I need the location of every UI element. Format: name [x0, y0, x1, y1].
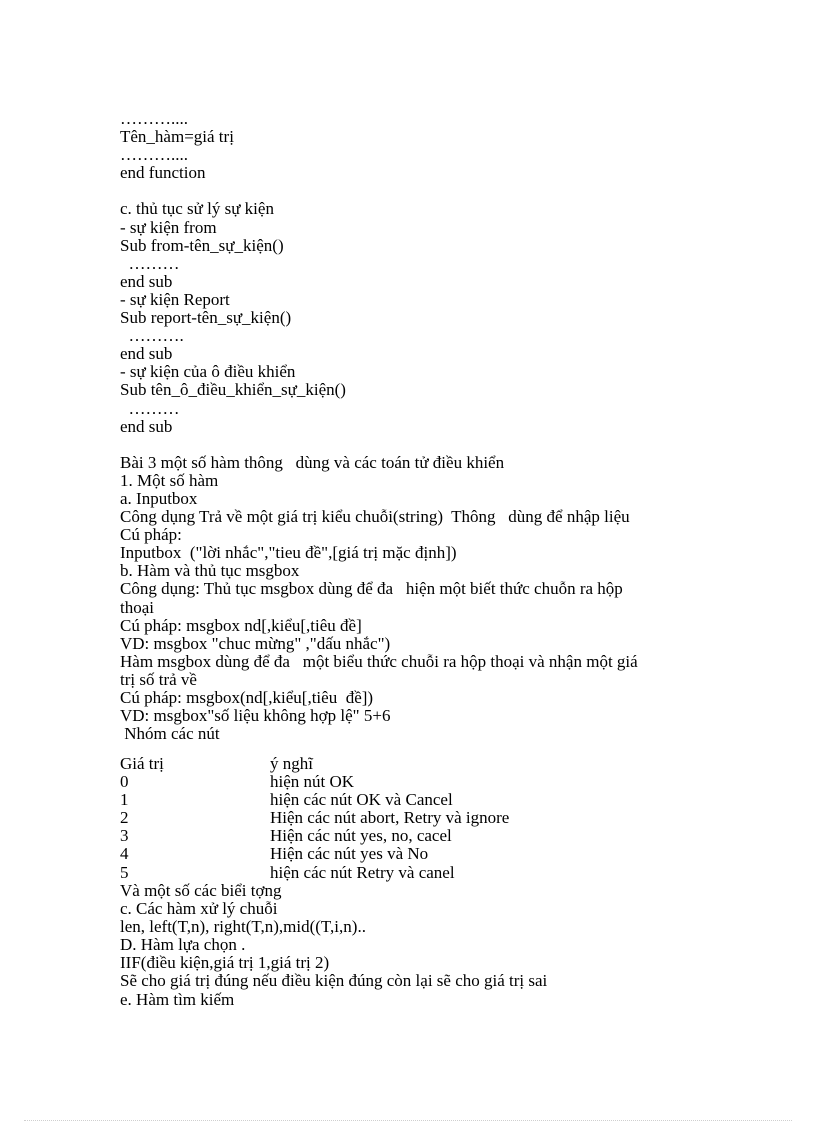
text-line: c. thủ tục sử lý sự kiện — [120, 199, 274, 219]
text-line: D. Hàm lựa chọn . — [120, 935, 246, 955]
text-line: Inputbox ("lời nhắc","tieu đề",[giá trị mặc định]) — [120, 543, 457, 563]
text-line: ………. — [120, 326, 184, 346]
table-row — [120, 864, 720, 882]
text-line: Hàm msgbox dùng để đa một biểu thức chuỗi ra hộp thoại và nhận một giá — [120, 651, 638, 671]
cell-meaning: Hiện các nút yes, no, cacel — [270, 826, 452, 846]
table-row — [120, 809, 720, 827]
text-line: trị số trả về — [120, 669, 197, 689]
cell-value: 1 — [120, 790, 129, 810]
cell-value: 3 — [120, 826, 129, 846]
text-line: a. Inputbox — [120, 488, 198, 508]
header-meaning: ý nghĩ — [270, 754, 313, 773]
text-line: Sub from-tên_sự_kiện() — [120, 235, 284, 255]
text-line: IIF(điều kiện,giá trị 1,giá trị 2) — [120, 953, 330, 973]
text-line: Tên_hàm=giá trị — [120, 127, 234, 147]
text-line: ……… — [120, 253, 180, 273]
cell-meaning: hiện các nút OK và Cancel — [270, 790, 453, 810]
table-header — [120, 755, 720, 773]
text-line: b. Hàm và thủ tục msgbox — [120, 561, 300, 581]
text-line: e. Hàm tìm kiếm — [120, 989, 235, 1009]
text-line: Công dụng Trả về một giá trị kiểu chuỗi(string) Thông dùng để nhập liệu — [120, 507, 630, 527]
cell-meaning: Hiện các nút yes và No — [270, 844, 429, 864]
text-line: Sub report-tên_sự_kiện() — [120, 308, 292, 328]
text-line: end sub — [120, 416, 173, 436]
text-block-string-functions — [120, 882, 720, 1009]
table-row — [120, 791, 720, 809]
text-line: Cú pháp: — [120, 525, 182, 545]
page-bottom-divider — [24, 1120, 792, 1121]
button-group-table — [120, 755, 720, 882]
text-line: Cú pháp: msgbox(nd[,kiểu[,tiêu đề]) — [120, 688, 374, 707]
cell-meaning: hiện nút OK — [270, 772, 355, 792]
text-line: Bài 3 một số hàm thông dùng và các toán tử điều khiển — [120, 452, 505, 472]
text-line: ……….... — [120, 109, 188, 128]
header-value: Giá trị — [120, 754, 164, 773]
text-line: Và một số các biểi tợng — [120, 881, 282, 900]
text-line: Sẽ cho giá trị đúng nếu điều kiện đúng còn lại sẽ cho giá trị sai — [120, 971, 548, 991]
text-line: Cú pháp: msgbox nd[,kiểu[,tiêu đề] — [120, 615, 362, 635]
text-line: c. Các hàm xử lý chuỗi — [120, 899, 278, 919]
text-line: Sub tên_ô_điều_khiển_sự_kiện() — [120, 380, 346, 400]
text-line: ……….... — [120, 145, 188, 165]
text-line: - sự kiện from — [120, 217, 217, 237]
text-block-functions — [120, 110, 720, 761]
cell-value: 4 — [120, 844, 129, 864]
text-line: ……… — [120, 398, 180, 418]
text-line: thoại — [120, 597, 154, 617]
text-line: VD: msgbox"số liệu không hợp lệ" 5+6 — [120, 706, 391, 726]
text-line: - sự kiện của ô điều khiển — [120, 362, 296, 382]
table-row — [120, 773, 720, 791]
text-line — [120, 182, 720, 200]
table-row — [120, 827, 720, 845]
table-row — [120, 845, 720, 863]
cell-value: 0 — [120, 772, 129, 792]
text-line: Nhóm các nút — [120, 724, 220, 744]
text-line: - sự kiện Report — [120, 289, 230, 309]
text-line: end function — [120, 163, 206, 183]
cell-meaning: Hiện các nút abort, Retry và ignore — [270, 808, 510, 828]
cell-value: 5 — [120, 862, 129, 882]
text-line: VD: msgbox "chuc mừng" ,"dấu nhắc") — [120, 633, 391, 653]
text-line: end sub — [120, 271, 173, 291]
text-line: Công dụng: Thủ tục msgbox dùng để đa hiện một biết thức chuỗn ra hộp — [120, 579, 623, 599]
text-line: len, left(T,n), right(T,n),mid((T,i,n).. — [120, 917, 366, 937]
cell-meaning: hiện các nút Retry và canel — [270, 862, 455, 882]
cell-value: 2 — [120, 808, 129, 828]
text-line — [120, 436, 720, 454]
text-line: 1. Một số hàm — [120, 470, 219, 490]
text-line: end sub — [120, 344, 173, 364]
